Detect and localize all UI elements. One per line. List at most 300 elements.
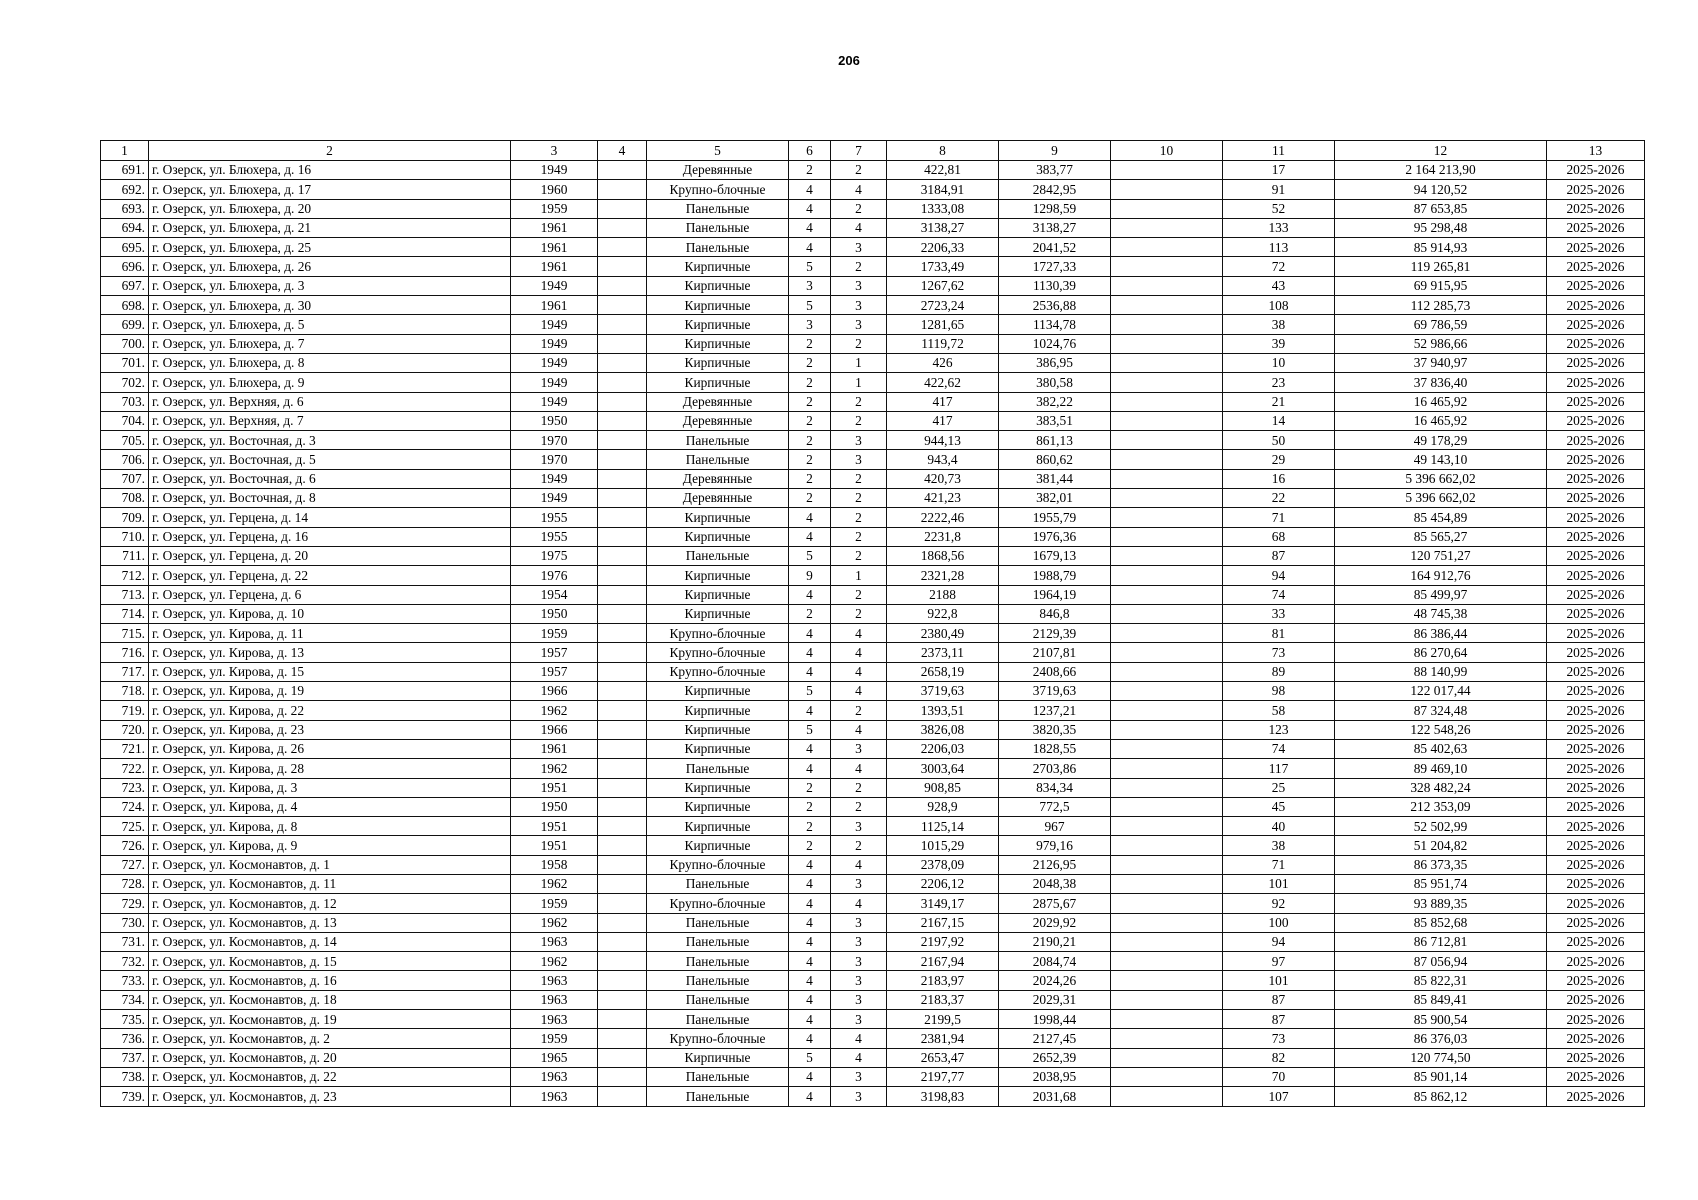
total-area-cell: 2206,03 xyxy=(887,739,999,758)
address-cell: г. Озерск, ул. Герцена, д. 22 xyxy=(149,566,511,585)
col10-cell xyxy=(1111,739,1223,758)
cost-cell: 112 285,73 xyxy=(1335,296,1547,315)
col4-cell xyxy=(598,199,647,218)
address-cell: г. Озерск, ул. Кирова, д. 15 xyxy=(149,662,511,681)
cost-cell: 85 900,54 xyxy=(1335,1010,1547,1029)
row-number-cell: 712. xyxy=(101,566,149,585)
table-row xyxy=(101,566,1645,585)
col10-cell xyxy=(1111,624,1223,643)
wall-material-cell: Панельные xyxy=(647,546,789,565)
residents-cell: 94 xyxy=(1223,932,1335,951)
row-number-cell: 722. xyxy=(101,759,149,778)
row-number-cell: 726. xyxy=(101,836,149,855)
col10-cell xyxy=(1111,161,1223,180)
col10-cell xyxy=(1111,662,1223,681)
floors-cell: 4 xyxy=(789,913,831,932)
entrances-cell: 2 xyxy=(831,199,887,218)
address-cell: г. Озерск, ул. Космонавтов, д. 14 xyxy=(149,932,511,951)
row-number-cell: 706. xyxy=(101,450,149,469)
cost-cell: 93 889,35 xyxy=(1335,894,1547,913)
total-area-cell: 2167,94 xyxy=(887,952,999,971)
wall-material-cell: Панельные xyxy=(647,450,789,469)
col10-cell xyxy=(1111,353,1223,372)
table-row xyxy=(101,1087,1645,1106)
living-area-cell: 861,13 xyxy=(999,431,1111,450)
entrances-cell: 4 xyxy=(831,759,887,778)
row-number-cell: 693. xyxy=(101,199,149,218)
cost-cell: 37 836,40 xyxy=(1335,373,1547,392)
col10-cell xyxy=(1111,874,1223,893)
residents-cell: 89 xyxy=(1223,662,1335,681)
living-area-cell: 2536,88 xyxy=(999,296,1111,315)
period-cell: 2025-2026 xyxy=(1547,797,1645,816)
floors-cell: 4 xyxy=(789,1067,831,1086)
residents-cell: 72 xyxy=(1223,257,1335,276)
total-area-cell: 1333,08 xyxy=(887,199,999,218)
living-area-cell: 2029,92 xyxy=(999,913,1111,932)
wall-material-cell: Деревянные xyxy=(647,161,789,180)
residents-cell: 10 xyxy=(1223,353,1335,372)
residents-cell: 98 xyxy=(1223,682,1335,701)
period-cell: 2025-2026 xyxy=(1547,990,1645,1009)
col10-cell xyxy=(1111,489,1223,508)
residents-cell: 81 xyxy=(1223,624,1335,643)
residents-cell: 87 xyxy=(1223,1010,1335,1029)
address-cell: г. Озерск, ул. Восточная, д. 6 xyxy=(149,469,511,488)
residents-cell: 50 xyxy=(1223,431,1335,450)
period-cell: 2025-2026 xyxy=(1547,373,1645,392)
cost-cell: 85 402,63 xyxy=(1335,739,1547,758)
period-cell: 2025-2026 xyxy=(1547,1067,1645,1086)
column-header-2: 2 xyxy=(149,141,511,161)
col10-cell xyxy=(1111,913,1223,932)
entrances-cell: 3 xyxy=(831,971,887,990)
cost-cell: 86 386,44 xyxy=(1335,624,1547,643)
total-area-cell: 426 xyxy=(887,353,999,372)
build-year-cell: 1957 xyxy=(511,643,598,662)
address-cell: г. Озерск, ул. Блюхера, д. 9 xyxy=(149,373,511,392)
entrances-cell: 2 xyxy=(831,411,887,430)
living-area-cell: 3719,63 xyxy=(999,682,1111,701)
wall-material-cell: Крупно-блочные xyxy=(647,855,789,874)
build-year-cell: 1955 xyxy=(511,508,598,527)
col4-cell xyxy=(598,682,647,701)
build-year-cell: 1954 xyxy=(511,585,598,604)
address-cell: г. Озерск, ул. Кирова, д. 4 xyxy=(149,797,511,816)
address-cell: г. Озерск, ул. Восточная, д. 5 xyxy=(149,450,511,469)
cost-cell: 164 912,76 xyxy=(1335,566,1547,585)
living-area-cell: 979,16 xyxy=(999,836,1111,855)
entrances-cell: 4 xyxy=(831,643,887,662)
col4-cell xyxy=(598,894,647,913)
wall-material-cell: Кирпичные xyxy=(647,585,789,604)
entrances-cell: 3 xyxy=(831,1067,887,1086)
address-cell: г. Озерск, ул. Герцена, д. 16 xyxy=(149,527,511,546)
residents-cell: 14 xyxy=(1223,411,1335,430)
row-number-cell: 725. xyxy=(101,817,149,836)
wall-material-cell: Кирпичные xyxy=(647,276,789,295)
cost-cell: 5 396 662,02 xyxy=(1335,489,1547,508)
floors-cell: 4 xyxy=(789,662,831,681)
period-cell: 2025-2026 xyxy=(1547,276,1645,295)
floors-cell: 4 xyxy=(789,585,831,604)
col10-cell xyxy=(1111,334,1223,353)
floors-cell: 4 xyxy=(789,701,831,720)
living-area-cell: 380,58 xyxy=(999,373,1111,392)
living-area-cell: 1130,39 xyxy=(999,276,1111,295)
wall-material-cell: Панельные xyxy=(647,431,789,450)
wall-material-cell: Кирпичные xyxy=(647,817,789,836)
column-header-13: 13 xyxy=(1547,141,1645,161)
residents-cell: 73 xyxy=(1223,1029,1335,1048)
residents-cell: 33 xyxy=(1223,604,1335,623)
cost-cell: 52 986,66 xyxy=(1335,334,1547,353)
floors-cell: 4 xyxy=(789,218,831,237)
entrances-cell: 4 xyxy=(831,624,887,643)
wall-material-cell: Кирпичные xyxy=(647,720,789,739)
entrances-cell: 2 xyxy=(831,797,887,816)
build-year-cell: 1960 xyxy=(511,180,598,199)
build-year-cell: 1965 xyxy=(511,1048,598,1067)
wall-material-cell: Кирпичные xyxy=(647,778,789,797)
living-area-cell: 1976,36 xyxy=(999,527,1111,546)
col4-cell xyxy=(598,1029,647,1048)
period-cell: 2025-2026 xyxy=(1547,624,1645,643)
col4-cell xyxy=(598,508,647,527)
total-area-cell: 2197,77 xyxy=(887,1067,999,1086)
floors-cell: 2 xyxy=(789,161,831,180)
row-number-cell: 721. xyxy=(101,739,149,758)
living-area-cell: 2842,95 xyxy=(999,180,1111,199)
row-number-cell: 723. xyxy=(101,778,149,797)
row-number-cell: 701. xyxy=(101,353,149,372)
cost-cell: 69 786,59 xyxy=(1335,315,1547,334)
floors-cell: 5 xyxy=(789,296,831,315)
entrances-cell: 3 xyxy=(831,817,887,836)
table-row xyxy=(101,1029,1645,1048)
period-cell: 2025-2026 xyxy=(1547,431,1645,450)
period-cell: 2025-2026 xyxy=(1547,894,1645,913)
entrances-cell: 3 xyxy=(831,238,887,257)
cost-cell: 85 822,31 xyxy=(1335,971,1547,990)
column-header-5: 5 xyxy=(647,141,789,161)
period-cell: 2025-2026 xyxy=(1547,392,1645,411)
row-number-cell: 739. xyxy=(101,1087,149,1106)
col10-cell xyxy=(1111,817,1223,836)
row-number-cell: 695. xyxy=(101,238,149,257)
address-cell: г. Озерск, ул. Блюхера, д. 7 xyxy=(149,334,511,353)
period-cell: 2025-2026 xyxy=(1547,180,1645,199)
table-row xyxy=(101,1010,1645,1029)
row-number-cell: 713. xyxy=(101,585,149,604)
total-area-cell: 2381,94 xyxy=(887,1029,999,1048)
floors-cell: 4 xyxy=(789,932,831,951)
column-header-10: 10 xyxy=(1111,141,1223,161)
living-area-cell: 2048,38 xyxy=(999,874,1111,893)
col4-cell xyxy=(598,1048,647,1067)
living-area-cell: 383,51 xyxy=(999,411,1111,430)
wall-material-cell: Деревянные xyxy=(647,411,789,430)
table-row xyxy=(101,643,1645,662)
col4-cell xyxy=(598,1010,647,1029)
period-cell: 2025-2026 xyxy=(1547,508,1645,527)
build-year-cell: 1961 xyxy=(511,218,598,237)
address-cell: г. Озерск, ул. Космонавтов, д. 19 xyxy=(149,1010,511,1029)
entrances-cell: 2 xyxy=(831,585,887,604)
build-year-cell: 1950 xyxy=(511,797,598,816)
col10-cell xyxy=(1111,990,1223,1009)
table-row xyxy=(101,836,1645,855)
wall-material-cell: Кирпичные xyxy=(647,566,789,585)
row-number-cell: 696. xyxy=(101,257,149,276)
build-year-cell: 1976 xyxy=(511,566,598,585)
wall-material-cell: Панельные xyxy=(647,238,789,257)
col10-cell xyxy=(1111,971,1223,990)
col10-cell xyxy=(1111,450,1223,469)
address-cell: г. Озерск, ул. Блюхера, д. 17 xyxy=(149,180,511,199)
wall-material-cell: Кирпичные xyxy=(647,373,789,392)
entrances-cell: 1 xyxy=(831,566,887,585)
period-cell: 2025-2026 xyxy=(1547,682,1645,701)
entrances-cell: 3 xyxy=(831,450,887,469)
col4-cell xyxy=(598,913,647,932)
living-area-cell: 1679,13 xyxy=(999,546,1111,565)
cost-cell: 49 178,29 xyxy=(1335,431,1547,450)
living-area-cell: 967 xyxy=(999,817,1111,836)
col4-cell xyxy=(598,855,647,874)
address-cell: г. Озерск, ул. Блюхера, д. 25 xyxy=(149,238,511,257)
wall-material-cell: Крупно-блочные xyxy=(647,643,789,662)
floors-cell: 5 xyxy=(789,257,831,276)
cost-cell: 86 373,35 xyxy=(1335,855,1547,874)
col4-cell xyxy=(598,1087,647,1106)
living-area-cell: 846,8 xyxy=(999,604,1111,623)
cost-cell: 85 951,74 xyxy=(1335,874,1547,893)
address-cell: г. Озерск, ул. Кирова, д. 19 xyxy=(149,682,511,701)
period-cell: 2025-2026 xyxy=(1547,1048,1645,1067)
col10-cell xyxy=(1111,276,1223,295)
row-number-cell: 729. xyxy=(101,894,149,913)
build-year-cell: 1957 xyxy=(511,662,598,681)
wall-material-cell: Кирпичные xyxy=(647,682,789,701)
period-cell: 2025-2026 xyxy=(1547,855,1645,874)
row-number-cell: 720. xyxy=(101,720,149,739)
entrances-cell: 4 xyxy=(831,662,887,681)
floors-cell: 4 xyxy=(789,180,831,199)
entrances-cell: 4 xyxy=(831,682,887,701)
address-cell: г. Озерск, ул. Космонавтов, д. 11 xyxy=(149,874,511,893)
residents-cell: 40 xyxy=(1223,817,1335,836)
living-area-cell: 2029,31 xyxy=(999,990,1111,1009)
total-area-cell: 2321,28 xyxy=(887,566,999,585)
address-cell: г. Озерск, ул. Космонавтов, д. 20 xyxy=(149,1048,511,1067)
living-area-cell: 2041,52 xyxy=(999,238,1111,257)
build-year-cell: 1949 xyxy=(511,489,598,508)
table-row xyxy=(101,276,1645,295)
address-cell: г. Озерск, ул. Кирова, д. 8 xyxy=(149,817,511,836)
cost-cell: 51 204,82 xyxy=(1335,836,1547,855)
cost-cell: 120 751,27 xyxy=(1335,546,1547,565)
col4-cell xyxy=(598,778,647,797)
total-area-cell: 2188 xyxy=(887,585,999,604)
row-number-cell: 728. xyxy=(101,874,149,893)
address-cell: г. Озерск, ул. Кирова, д. 22 xyxy=(149,701,511,720)
residents-cell: 21 xyxy=(1223,392,1335,411)
total-area-cell: 3003,64 xyxy=(887,759,999,778)
living-area-cell: 382,22 xyxy=(999,392,1111,411)
living-area-cell: 386,95 xyxy=(999,353,1111,372)
living-area-cell: 860,62 xyxy=(999,450,1111,469)
build-year-cell: 1970 xyxy=(511,431,598,450)
residents-cell: 45 xyxy=(1223,797,1335,816)
table-row xyxy=(101,739,1645,758)
residents-cell: 92 xyxy=(1223,894,1335,913)
col10-cell xyxy=(1111,392,1223,411)
wall-material-cell: Деревянные xyxy=(647,489,789,508)
row-number-cell: 715. xyxy=(101,624,149,643)
col4-cell xyxy=(598,874,647,893)
total-area-cell: 2183,97 xyxy=(887,971,999,990)
wall-material-cell: Кирпичные xyxy=(647,257,789,276)
cost-cell: 16 465,92 xyxy=(1335,411,1547,430)
col10-cell xyxy=(1111,180,1223,199)
residents-cell: 74 xyxy=(1223,585,1335,604)
floors-cell: 2 xyxy=(789,489,831,508)
col4-cell xyxy=(598,720,647,739)
wall-material-cell: Кирпичные xyxy=(647,315,789,334)
table-row xyxy=(101,527,1645,546)
col4-cell xyxy=(598,759,647,778)
living-area-cell: 1964,19 xyxy=(999,585,1111,604)
col10-cell xyxy=(1111,411,1223,430)
row-number-cell: 697. xyxy=(101,276,149,295)
col4-cell xyxy=(598,392,647,411)
residents-cell: 70 xyxy=(1223,1067,1335,1086)
wall-material-cell: Панельные xyxy=(647,1067,789,1086)
residents-cell: 117 xyxy=(1223,759,1335,778)
col4-cell xyxy=(598,739,647,758)
period-cell: 2025-2026 xyxy=(1547,315,1645,334)
living-area-cell: 2107,81 xyxy=(999,643,1111,662)
period-cell: 2025-2026 xyxy=(1547,778,1645,797)
address-cell: г. Озерск, ул. Блюхера, д. 30 xyxy=(149,296,511,315)
col10-cell xyxy=(1111,585,1223,604)
cost-cell: 85 914,93 xyxy=(1335,238,1547,257)
col10-cell xyxy=(1111,508,1223,527)
total-area-cell: 2206,33 xyxy=(887,238,999,257)
floors-cell: 4 xyxy=(789,643,831,662)
address-cell: г. Озерск, ул. Блюхера, д. 5 xyxy=(149,315,511,334)
floors-cell: 4 xyxy=(789,199,831,218)
total-area-cell: 1733,49 xyxy=(887,257,999,276)
cost-cell: 52 502,99 xyxy=(1335,817,1547,836)
build-year-cell: 1963 xyxy=(511,971,598,990)
living-area-cell: 2084,74 xyxy=(999,952,1111,971)
total-area-cell: 2197,92 xyxy=(887,932,999,951)
floors-cell: 4 xyxy=(789,990,831,1009)
col10-cell xyxy=(1111,546,1223,565)
build-year-cell: 1949 xyxy=(511,315,598,334)
col4-cell xyxy=(598,990,647,1009)
wall-material-cell: Кирпичные xyxy=(647,604,789,623)
row-number-cell: 737. xyxy=(101,1048,149,1067)
row-number-cell: 710. xyxy=(101,527,149,546)
build-year-cell: 1970 xyxy=(511,450,598,469)
table-row xyxy=(101,720,1645,739)
cost-cell: 48 745,38 xyxy=(1335,604,1547,623)
floors-cell: 4 xyxy=(789,971,831,990)
build-year-cell: 1951 xyxy=(511,836,598,855)
floors-cell: 3 xyxy=(789,276,831,295)
living-area-cell: 2127,45 xyxy=(999,1029,1111,1048)
col10-cell xyxy=(1111,315,1223,334)
floors-cell: 4 xyxy=(789,739,831,758)
living-area-cell: 772,5 xyxy=(999,797,1111,816)
living-area-cell: 1298,59 xyxy=(999,199,1111,218)
row-number-cell: 724. xyxy=(101,797,149,816)
col10-cell xyxy=(1111,701,1223,720)
cost-cell: 86 712,81 xyxy=(1335,932,1547,951)
cost-cell: 85 499,97 xyxy=(1335,585,1547,604)
entrances-cell: 4 xyxy=(831,218,887,237)
entrances-cell: 4 xyxy=(831,1048,887,1067)
residents-cell: 133 xyxy=(1223,218,1335,237)
col4-cell xyxy=(598,161,647,180)
table-header-row xyxy=(101,141,1645,161)
floors-cell: 2 xyxy=(789,373,831,392)
wall-material-cell: Панельные xyxy=(647,952,789,971)
total-area-cell: 3826,08 xyxy=(887,720,999,739)
living-area-cell: 1988,79 xyxy=(999,566,1111,585)
row-number-cell: 738. xyxy=(101,1067,149,1086)
living-area-cell: 1134,78 xyxy=(999,315,1111,334)
floors-cell: 4 xyxy=(789,952,831,971)
build-year-cell: 1963 xyxy=(511,990,598,1009)
floors-cell: 2 xyxy=(789,431,831,450)
col10-cell xyxy=(1111,469,1223,488)
col10-cell xyxy=(1111,1048,1223,1067)
residents-cell: 43 xyxy=(1223,276,1335,295)
cost-cell: 212 353,09 xyxy=(1335,797,1547,816)
build-year-cell: 1959 xyxy=(511,199,598,218)
total-area-cell: 943,4 xyxy=(887,450,999,469)
table-row xyxy=(101,180,1645,199)
cost-cell: 87 324,48 xyxy=(1335,701,1547,720)
floors-cell: 4 xyxy=(789,1010,831,1029)
total-area-cell: 2653,47 xyxy=(887,1048,999,1067)
address-cell: г. Озерск, ул. Кирова, д. 26 xyxy=(149,739,511,758)
column-header-8: 8 xyxy=(887,141,999,161)
residents-cell: 97 xyxy=(1223,952,1335,971)
build-year-cell: 1951 xyxy=(511,778,598,797)
row-number-cell: 692. xyxy=(101,180,149,199)
floors-cell: 4 xyxy=(789,624,831,643)
row-number-cell: 698. xyxy=(101,296,149,315)
table-row xyxy=(101,257,1645,276)
period-cell: 2025-2026 xyxy=(1547,720,1645,739)
address-cell: г. Озерск, ул. Кирова, д. 10 xyxy=(149,604,511,623)
entrances-cell: 3 xyxy=(831,932,887,951)
row-number-cell: 694. xyxy=(101,218,149,237)
living-area-cell: 2031,68 xyxy=(999,1087,1111,1106)
wall-material-cell: Панельные xyxy=(647,990,789,1009)
row-number-cell: 691. xyxy=(101,161,149,180)
cost-cell: 87 653,85 xyxy=(1335,199,1547,218)
row-number-cell: 734. xyxy=(101,990,149,1009)
living-area-cell: 382,01 xyxy=(999,489,1111,508)
build-year-cell: 1963 xyxy=(511,1010,598,1029)
row-number-cell: 700. xyxy=(101,334,149,353)
